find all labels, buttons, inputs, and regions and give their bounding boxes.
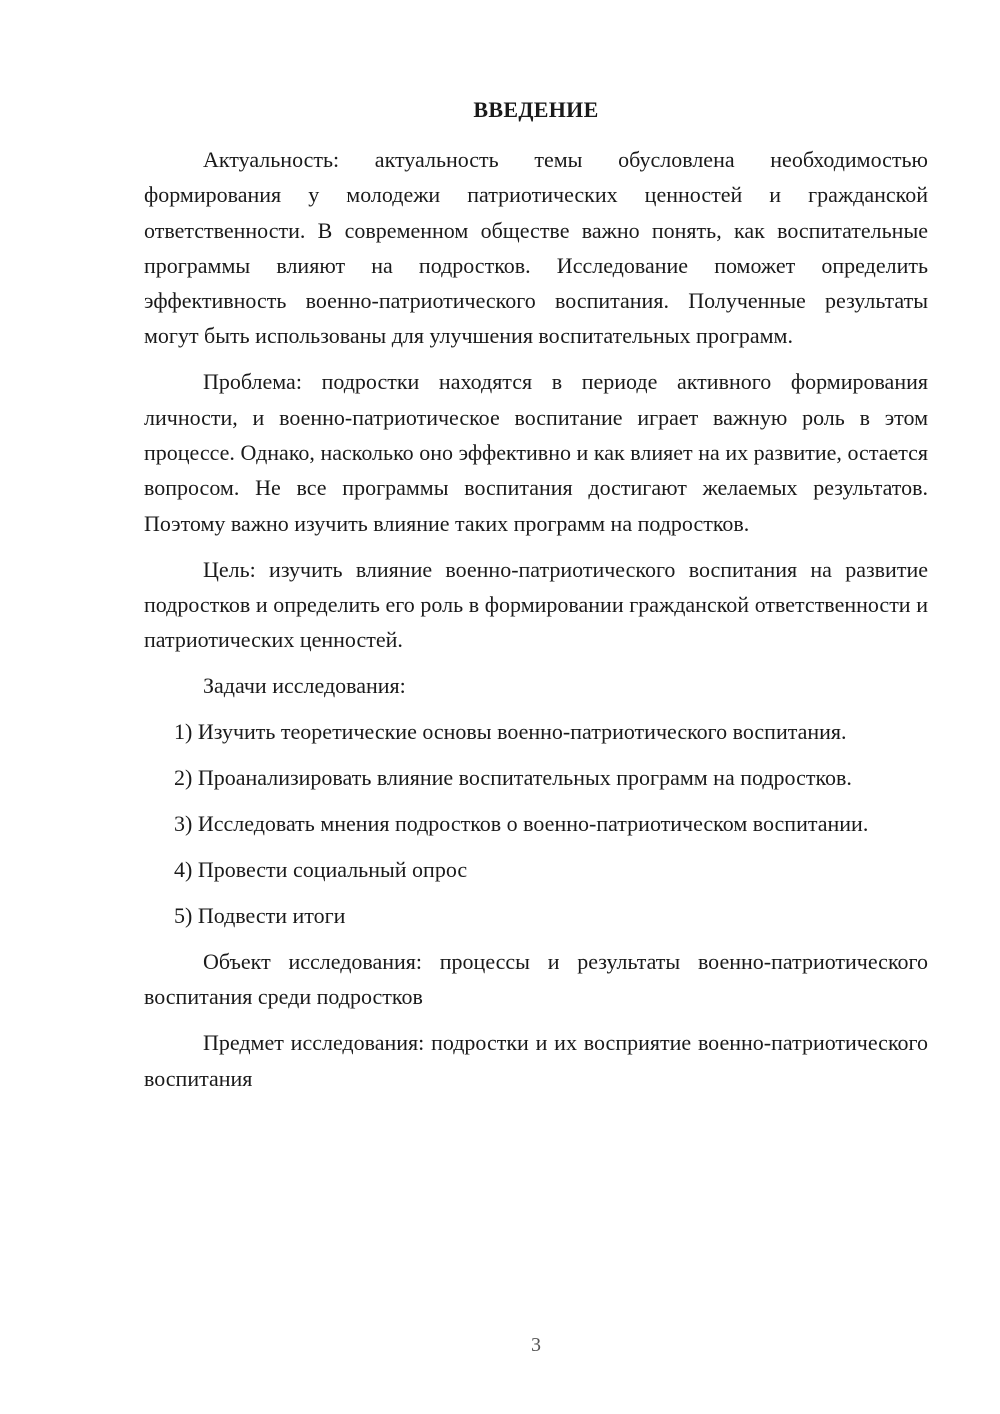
object-paragraph: Объект исследования: процессы и результаты военно-патриотического воспитания среди подростков <box>144 949 928 1010</box>
subject-paragraph: Предмет исследования: подростки и их восприятие военно-патриотического воспитания <box>144 1030 928 1091</box>
task-item-5: 5) Подвести итоги <box>174 903 346 929</box>
page-title: ВВЕДЕНИЕ <box>473 97 599 122</box>
task-item-4: 4) Провести социальный опрос <box>174 857 468 883</box>
document-body <box>144 142 928 1107</box>
task-item-3: 3) Исследовать мнения подростков о военно-патриотическом воспитании. <box>174 811 869 837</box>
task-item-1: 1) Изучить теоретические основы военно-патриотического воспитания. <box>174 719 847 745</box>
tasks-heading: Задачи исследования: <box>203 673 406 699</box>
problem-paragraph: Проблема: подростки находятся в периоде активного формирования личности, и военно-патриотическое воспитание играет важную роль в этом процессе. Однако, насколько оно эффективно и как влияет на их развитие, остается вопросом. Не все программы воспитания достигают желаемых результатов. Поэтому важно изучить влияние таких программ на подростков. <box>144 369 928 536</box>
relevance-paragraph: Актуальность: актуальность темы обусловлена необходимостью формирования у молодежи патриотических ценностей и гражданской ответственности. В современном обществе важно понять, как воспитательные программы влияют на подростков. Исследование поможет определить эффективность военно-патриотического воспитания. Полученные результаты могут быть использованы для улучшения воспитательных программ. <box>144 147 928 349</box>
page-number: 3 <box>531 1334 541 1356</box>
goal-paragraph: Цель: изучить влияние военно-патриотического воспитания на развитие подростков и определить его роль в формировании гражданской ответственности и патриотических ценностей. <box>144 556 928 653</box>
task-item-2: 2) Проанализировать влияние воспитательных программ на подростков. <box>174 765 852 791</box>
